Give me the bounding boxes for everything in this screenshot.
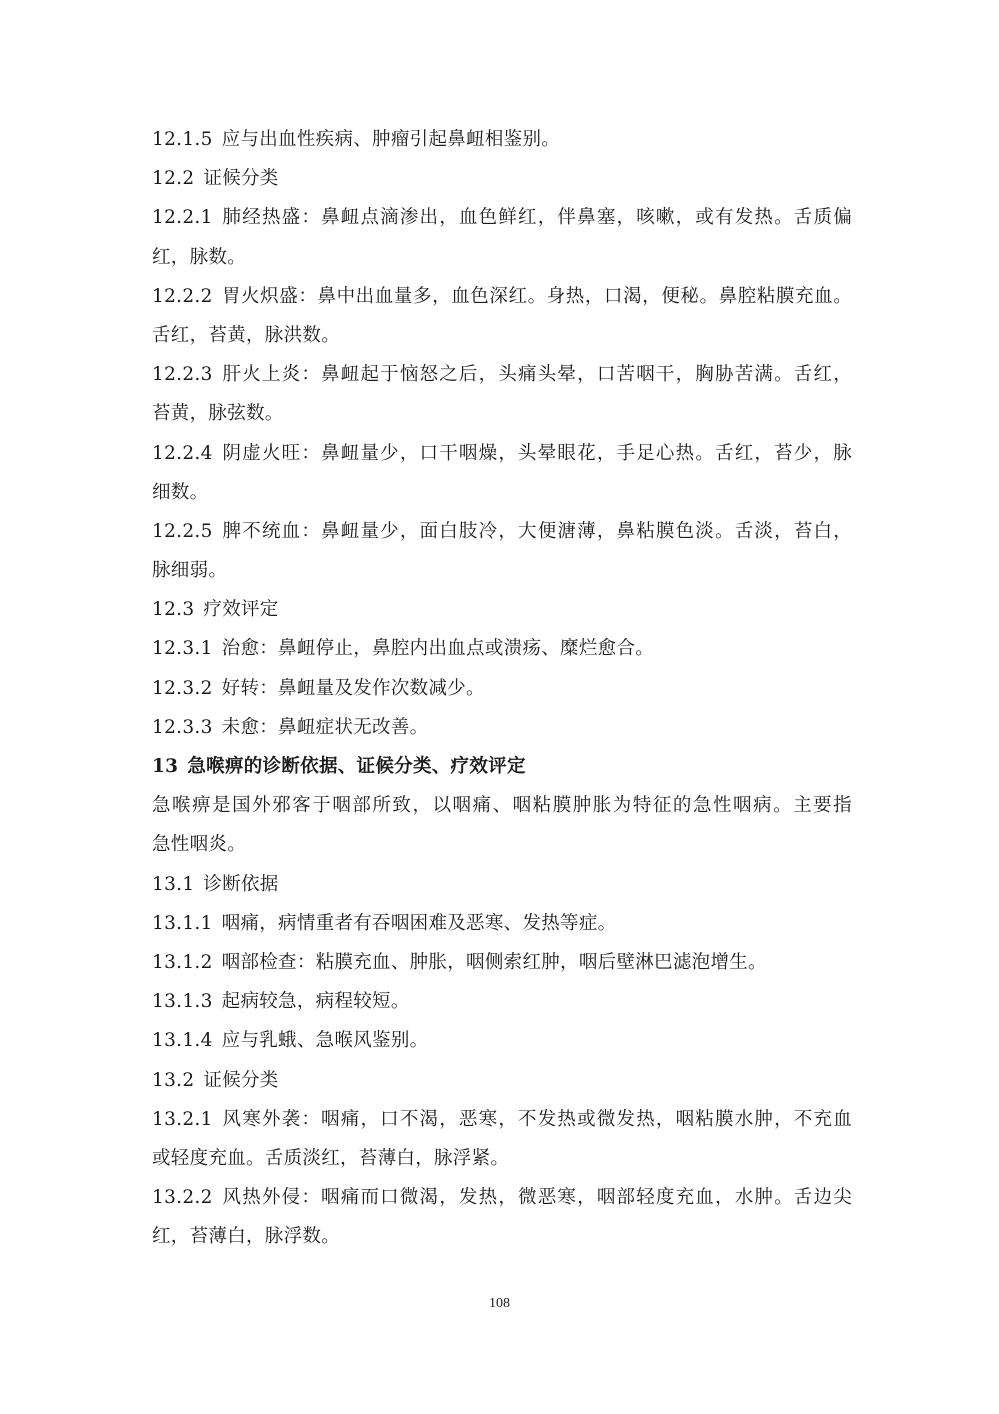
line-text: 风寒外袭：咽痛，口不渴，恶寒，不发热或微发热，咽粘膜水肿，不充血	[221, 1108, 852, 1130]
line-text: 胃火炽盛：鼻中出血量多，血色深红。身热，口渴，便秘。鼻腔粘膜充血。	[221, 285, 852, 307]
line-text: 咽部检查：粘膜充血、肿胀，咽侧索红肿，咽后壁淋巴滤泡增生。	[221, 951, 767, 973]
line-text: 红，脉数。	[152, 246, 247, 268]
section-number: 12.2	[152, 168, 195, 190]
section-number: 13	[152, 756, 179, 777]
line-text: 治愈：鼻衄停止，鼻腔内出血点或溃疡、糜烂愈合。	[221, 638, 655, 660]
text-line	[152, 825, 852, 864]
document-body	[152, 120, 852, 1256]
line-text: 细数。	[152, 481, 209, 503]
text-line	[152, 865, 852, 904]
line-text: 急喉痹是国外邪客于咽部所致，以咽痛、咽粘膜肿胀为特征的急性咽病。主要指	[152, 795, 852, 817]
section-number: 13.1.3	[152, 991, 213, 1013]
text-line	[152, 786, 852, 825]
section-number: 13.2.1	[152, 1108, 213, 1130]
section-number: 13.2.2	[152, 1187, 213, 1209]
text-line	[152, 1217, 852, 1256]
text-line	[152, 316, 852, 355]
line-text: 阴虚火旺：鼻衄量少，口干咽燥，头晕眼花，手足心热。舌红，苔少，脉	[221, 442, 852, 464]
text-line	[152, 1021, 852, 1060]
section-number: 12.2.3	[152, 364, 213, 386]
line-text: 肝火上炎：鼻衄起于恼怒之后，头痛头晕，口苦咽干，胸胁苦满。舌红，	[221, 364, 852, 386]
text-line	[152, 1100, 852, 1139]
section-number: 13.1.1	[152, 912, 213, 934]
line-text: 未愈：鼻衄症状无改善。	[221, 716, 429, 738]
line-text: 脉细弱。	[152, 560, 228, 582]
page-number: 108	[489, 1296, 510, 1311]
text-line	[152, 669, 852, 708]
text-line	[152, 512, 852, 551]
text-line	[152, 629, 852, 668]
section-number: 12.2.2	[152, 285, 213, 307]
text-line	[152, 590, 852, 629]
text-line	[152, 904, 852, 943]
text-line	[152, 473, 852, 512]
text-line	[152, 120, 852, 159]
section-number: 12.3	[152, 599, 195, 621]
text-line	[152, 1139, 852, 1178]
text-line	[152, 198, 852, 237]
text-line	[152, 238, 852, 277]
line-text: 咽痛，病情重者有吞咽困难及恶寒、发热等症。	[221, 912, 617, 934]
text-line	[152, 943, 852, 982]
section-number: 13.1	[152, 873, 195, 895]
section-number: 12.3.2	[152, 677, 213, 699]
section-number: 12.2.4	[152, 442, 213, 464]
text-line	[152, 708, 852, 747]
section-number: 12.2.5	[152, 520, 213, 542]
section-heading	[152, 747, 852, 786]
section-number: 12.3.1	[152, 638, 213, 660]
line-text: 或轻度充血。舌质淡红，苔薄白，脉浮紧。	[152, 1147, 510, 1169]
section-number: 13.1.4	[152, 1030, 213, 1052]
section-number: 12.1.5	[152, 129, 213, 150]
text-line	[152, 159, 852, 198]
text-line	[152, 551, 852, 590]
line-text: 肺经热盛：鼻衄点滴渗出，血色鲜红，伴鼻塞，咳嗽，或有发热。舌质偏	[221, 207, 852, 229]
line-text: 应与出血性疾病、肿瘤引起鼻衄相鉴别。	[221, 129, 561, 150]
line-text: 起病较急，病程较短。	[221, 991, 410, 1013]
line-text: 急性咽炎。	[152, 834, 247, 856]
text-line	[152, 394, 852, 433]
line-text: 急喉痹的诊断依据、证候分类、疗效评定	[187, 756, 526, 777]
section-number: 12.3.3	[152, 716, 213, 738]
section-number: 13.1.2	[152, 951, 213, 973]
section-number: 12.2.1	[152, 207, 213, 229]
text-line	[152, 982, 852, 1021]
text-line	[152, 1061, 852, 1100]
line-text: 疗效评定	[203, 599, 279, 621]
line-text: 苔黄，脉弦数。	[152, 403, 284, 425]
line-text: 好转：鼻衄量及发作次数减少。	[221, 677, 485, 699]
section-number: 13.2	[152, 1069, 195, 1091]
text-line	[152, 434, 852, 473]
line-text: 应与乳蛾、急喉风鉴别。	[221, 1030, 429, 1052]
line-text: 证候分类	[203, 168, 279, 190]
line-text: 脾不统血：鼻衄量少，面白肢冷，大便溏薄，鼻粘膜色淡。舌淡，苔白，	[221, 520, 852, 542]
text-line	[152, 355, 852, 394]
text-line	[152, 1178, 852, 1217]
line-text: 舌红，苔黄，脉洪数。	[152, 324, 341, 346]
line-text: 红，苔薄白，脉浮数。	[152, 1226, 341, 1248]
line-text: 风热外侵：咽痛而口微渴，发热，微恶寒，咽部轻度充血，水肿。舌边尖	[221, 1187, 852, 1209]
text-line	[152, 277, 852, 316]
line-text: 诊断依据	[203, 873, 279, 895]
line-text: 证候分类	[203, 1069, 279, 1091]
